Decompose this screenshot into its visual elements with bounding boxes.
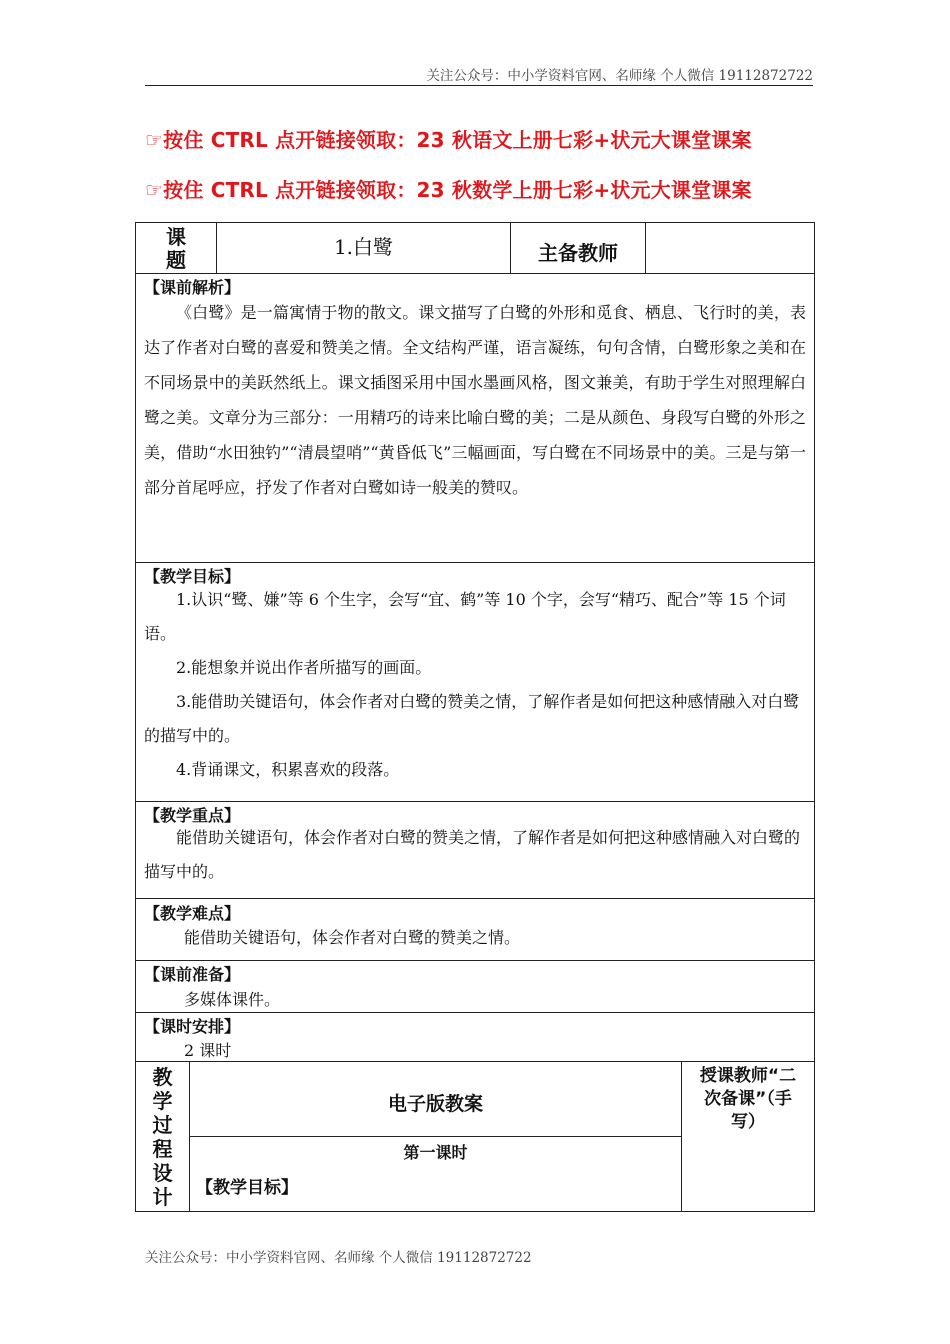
goal-item: 1.认识“鹭、嫌”等 6 个生字，会写“宜、鹤”等 10 个字，会写“精巧、配合”等 15 个词语。 <box>144 590 786 643</box>
electronic-plan-label: 电子版教案 <box>387 1093 483 1115</box>
row-divider <box>136 898 814 899</box>
difficulty-text: 能借助关键语句，体会作者对白鹭的赞美之情。 <box>184 928 521 947</box>
analysis-title: 【课前解析】 <box>144 278 241 297</box>
process-label: 教 学 过 程 设 计 <box>152 1065 173 1209</box>
row-divider <box>190 1136 681 1137</box>
lesson-plan-table <box>135 222 815 1212</box>
difficulty-title: 【教学难点】 <box>144 904 241 923</box>
promo-link-chinese[interactable]: ☞按住 CTRL 点开链接领取：23 秋语文上册七彩+状元大课堂课案 <box>145 128 752 152</box>
topic-label: 课 题 <box>166 225 186 272</box>
first-lesson-label: 第一课时 <box>403 1143 468 1162</box>
goals-title-2: 【教学目标】 <box>196 1178 298 1198</box>
prep-text: 多媒体课件。 <box>184 990 281 1009</box>
analysis-text: 《白鹭》是一篇寓情于物的散文。课文描写了白鹭的外形和觅食、栖息、飞行时的美，表达了作者对白鹭的喜爱和赞美之情。全文结构严谨，语言凝练，句句含情，白鹭形象之美和在不同场景中的美跃然纸上。课文插图采用中国水墨画风格，图文兼美，有助于学生对照理解白鹭之美。文章分为三部分：一用精巧的诗来比喻白鹭的美；二是从颜色、身段写白鹭的外形之美，借助“水田独钓”“清晨望哨”“黄昏低飞”三幅画面，写白鹭在不同场景中的美。三是与第一部分首尾呼应，抒发了作者对白鹭如诗一般美的赞叹。 <box>144 303 806 497</box>
goal-item: 4.背诵课文，积累喜欢的段落。 <box>176 760 400 779</box>
prep-title: 【课前准备】 <box>144 965 241 984</box>
goals-title: 【教学目标】 <box>144 567 241 586</box>
divider <box>645 223 646 273</box>
key-text: 能借助关键语句，体会作者对白鹭的赞美之情，了解作者是如何把这种感情融入对白鹭的描写中的。 <box>144 828 801 881</box>
page-footer: 关注公众号：中小学资料官网、名师缘 个人微信 19112872722 <box>145 1250 532 1266</box>
row-divider <box>136 273 814 274</box>
teacher-label: 主备教师 <box>538 241 618 265</box>
key-title: 【教学重点】 <box>144 806 241 825</box>
goals-list <box>144 583 806 787</box>
row-divider <box>136 1012 814 1013</box>
goal-item: 2.能想象并说出作者所描写的画面。 <box>176 658 432 677</box>
schedule-text: 2 课时 <box>184 1041 232 1060</box>
row-divider <box>136 1061 814 1062</box>
goal-item: 3.能借助关键语句，体会作者对白鹭的赞美之情，了解作者是如何把这种感情融入对白鹭的描写中的。 <box>144 692 800 745</box>
row-divider <box>136 801 814 802</box>
schedule-title: 【课时安排】 <box>144 1017 241 1036</box>
header-divider <box>145 85 813 86</box>
promo-link-math[interactable]: ☞按住 CTRL 点开链接领取：23 秋数学上册七彩+状元大课堂课案 <box>145 178 752 202</box>
topic-value: 1.白鹭 <box>333 235 394 259</box>
handwrite-label: 授课教师“二 次备课”（手 写） <box>699 1066 797 1132</box>
row-divider <box>136 562 814 563</box>
page-header: 关注公众号：中小学资料官网、名师缘 个人微信 19112872722 <box>426 68 813 84</box>
row-divider <box>136 960 814 961</box>
